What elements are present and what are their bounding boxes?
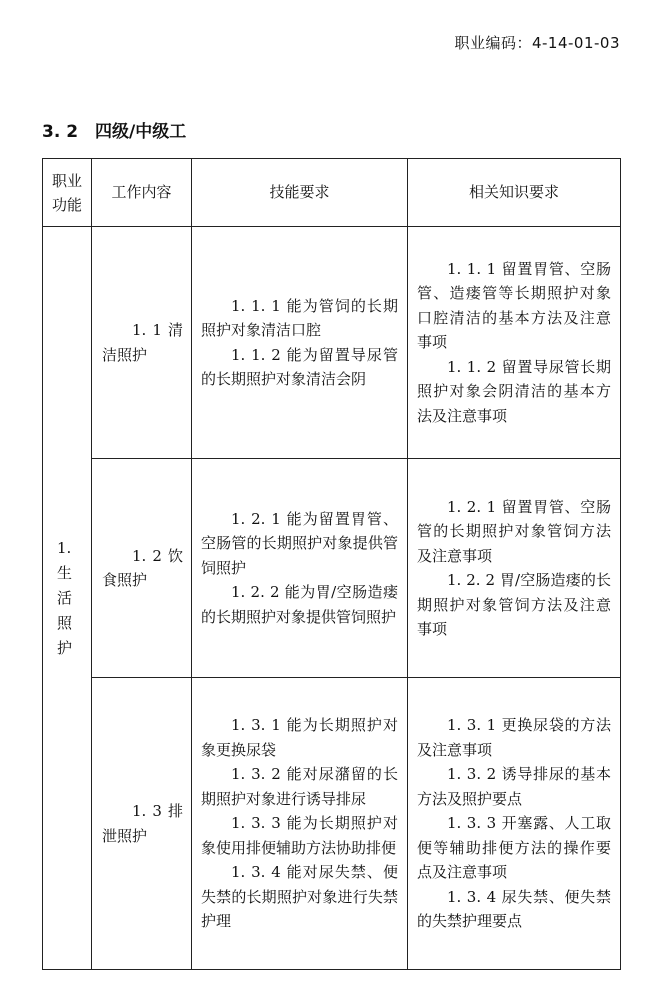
skill-item: 1. 3. 4 能对尿失禁、便失禁的长期照护对象进行失禁护理 bbox=[201, 863, 398, 931]
skill-item: 1. 1. 2 能为留置导尿管的长期照护对象清洁会阴 bbox=[201, 345, 398, 388]
content-label: 1. 2 饮食照护 bbox=[102, 546, 183, 589]
skills-table bbox=[42, 158, 621, 970]
table-row bbox=[43, 459, 621, 678]
knowledge-item: 1. 2. 2 胃/空肠造瘘的长期照护对象管饲方法及注意事项 bbox=[417, 571, 611, 638]
content-cell bbox=[92, 678, 192, 970]
table-header-row bbox=[43, 159, 621, 227]
content-cell bbox=[92, 459, 192, 678]
skills-cell bbox=[192, 227, 408, 459]
knowledge-cell bbox=[408, 459, 621, 678]
knowledge-cell bbox=[408, 678, 621, 970]
header-function: 职业功能 bbox=[43, 159, 92, 227]
table-row bbox=[43, 678, 621, 970]
header-skills: 技能要求 bbox=[192, 159, 408, 227]
skill-item: 1. 2. 1 能为留置胃管、空肠管的长期照护对象提供管饲照护 bbox=[201, 509, 398, 577]
section-title: 3. 2 四级/中级工 bbox=[42, 122, 187, 142]
knowledge-item: 1. 1. 2 留置导尿管长期照护对象会阴清洁的基本方法及注意事项 bbox=[417, 357, 611, 425]
function-cell bbox=[43, 227, 92, 970]
skill-item: 1. 3. 2 能对尿潴留的长期照护对象进行诱导排尿 bbox=[201, 765, 398, 808]
content-label: 1. 1 清洁照护 bbox=[102, 321, 183, 364]
knowledge-item: 1. 1. 1 留置胃管、空肠管、造瘘管等长期照护对象口腔清洁的基本方法及注意事项 bbox=[417, 259, 611, 352]
skill-item: 1. 3. 3 能为长期照护对象使用排便辅助方法协助排便 bbox=[201, 814, 398, 857]
content-label: 1. 3 排泄照护 bbox=[102, 802, 183, 845]
knowledge-item: 1. 3. 4 尿失禁、便失禁的失禁护理要点 bbox=[417, 887, 611, 931]
skill-item: 1. 1. 1 能为管饲的长期照护对象清洁口腔 bbox=[201, 296, 398, 339]
knowledge-item: 1. 2. 1 留置胃管、空肠管的长期照护对象管饲方法及注意事项 bbox=[417, 497, 611, 565]
table-row bbox=[43, 227, 621, 459]
skill-item: 1. 2. 2 能为胃/空肠造瘘的长期照护对象提供管饲照护 bbox=[201, 583, 398, 626]
knowledge-item: 1. 3. 2 诱导排尿的基本方法及照护要点 bbox=[417, 765, 611, 808]
knowledge-item: 1. 3. 1 更换尿袋的方法及注意事项 bbox=[417, 716, 611, 759]
knowledge-cell bbox=[408, 227, 621, 459]
skill-item: 1. 3. 1 能为长期照护对象更换尿袋 bbox=[201, 716, 398, 759]
content-cell bbox=[92, 227, 192, 459]
header-knowledge: 相关知识要求 bbox=[408, 159, 621, 227]
knowledge-item: 1. 3. 3 开塞露、人工取便等辅助排便方法的操作要点及注意事项 bbox=[417, 814, 611, 882]
skills-cell bbox=[192, 459, 408, 678]
occupation-code: 职业编码：4-14-01-03 bbox=[454, 34, 620, 52]
header-content: 工作内容 bbox=[92, 159, 192, 227]
function-label: 1. 生活照护 bbox=[57, 538, 73, 657]
skills-cell bbox=[192, 678, 408, 970]
